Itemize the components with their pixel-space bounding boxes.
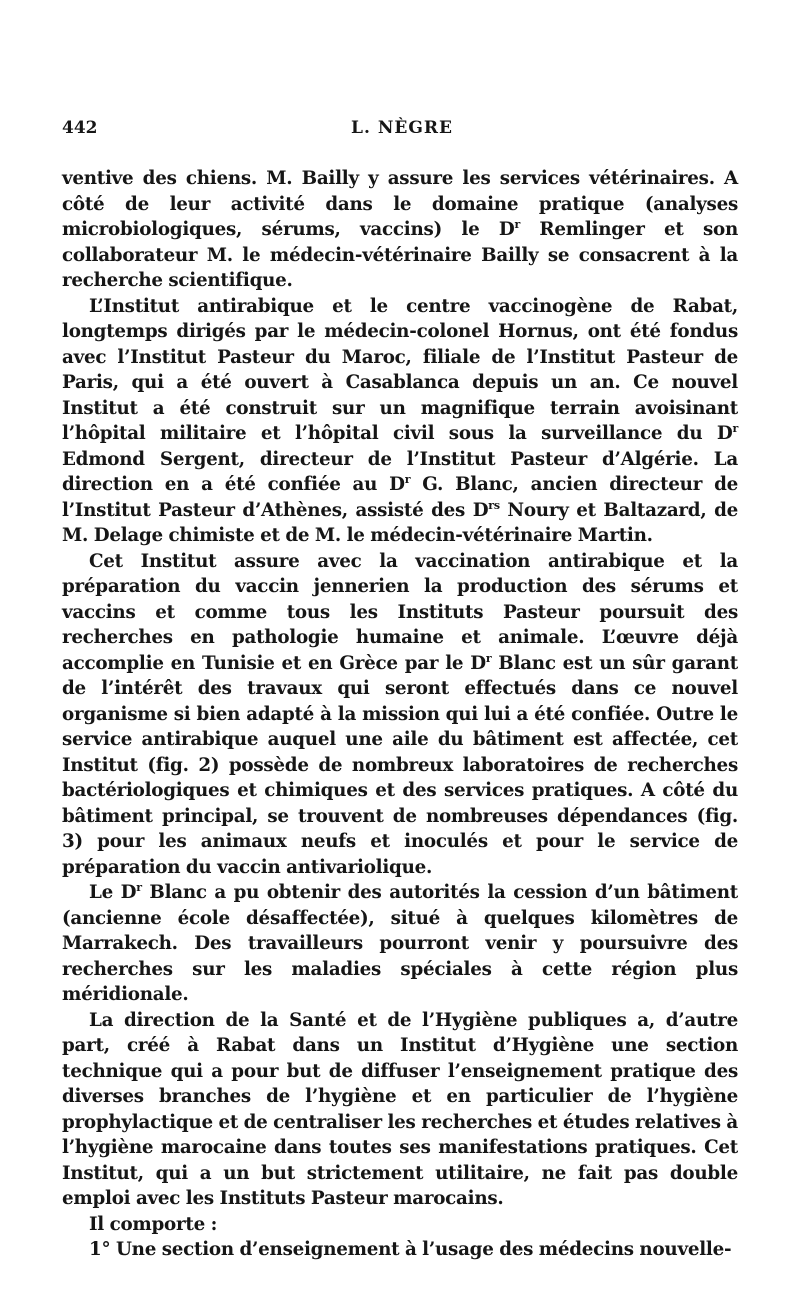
paragraph-text: Le D (89, 882, 137, 903)
paragraph-text: 1° Une section d’enseignement à l’usage des médecins nouvelle- (89, 1239, 732, 1260)
paragraph-text: ventive des chiens. M. Bailly y assure les services vétérinaires. A côté de leur activité dans le domaine pratique (analyses microbiologiques, sérums, vaccins) le D (62, 168, 738, 240)
paragraph-text: Noury et Baltazard, de M. Delage chimiste et de M. le médecin-vétérinaire Martin. (62, 499, 738, 546)
superscript-abbreviation: r (136, 880, 142, 894)
superscript-abbreviation: r (485, 651, 492, 665)
paragraph-2 (62, 294, 738, 549)
body-text (62, 166, 738, 1263)
superscript-abbreviation: r (404, 472, 411, 486)
paragraph-text: Edmond Sergent, directeur de l’Institut Pasteur d’Algérie. La direction en a été confiée au D (62, 448, 738, 495)
paragraph-text: G. Blanc, ancien directeur de l’Institut Pasteur d’Athènes, assisté des D (62, 474, 738, 521)
paragraph-1 (62, 166, 738, 294)
paragraph-4 (62, 880, 738, 1008)
paragraph-text: La direction de la Santé et de l’Hygiène publiques a, d’autre part, créé à Rabat dans un Institut d’Hygiène une section technique qui a pour but de diffuser l’enseignement pratique des diverses branches de l’hygiène et en particulier de l’hygiène prophylactique et de centraliser les recherches et études relatives à l’hygiène marocaine dans toutes ses manifestations pratiques. Cet Institut, qui a un but strictement utilitaire, ne fait pas double emploi avec les Instituts Pasteur marocains. (62, 1009, 738, 1209)
paragraph-6 (62, 1212, 738, 1238)
paragraph-text: Il comporte : (89, 1213, 218, 1235)
superscript-abbreviation: r (514, 217, 521, 231)
paragraph-text: Blanc a pu obtenir des autorités la cession d’un bâtiment (ancienne école désaffectée), situé à quelques kilomètres de Marrakech. Des travailleurs pourront venir y poursuivre des recherches sur les maladies spéciales à cette région plus méridionale. (62, 882, 738, 1005)
paragraph-text: Cet Institut assure avec la vaccination antirabique et la préparation du vaccin jennerien la production des sérums et vaccins et comme tous les Instituts Pasteur poursuit des recherches en pathologie humaine et animale. L’œuvre déjà accomplie en Tunisie et en Grèce par le D (62, 550, 738, 674)
paragraph-5 (62, 1008, 738, 1212)
paragraph-7 (62, 1237, 738, 1263)
page-number: 442 (62, 118, 98, 138)
running-title: L. NÈGRE (351, 118, 453, 138)
paragraph-text: Remlinger et son collaborateur M. le médecin-vétérinaire Bailly se consacrent à la recherche scientifique. (62, 219, 738, 291)
paragraph-3 (62, 549, 738, 881)
paragraph-text: L’Institut antirabique et le centre vaccinogène de Rabat, longtemps dirigés par le médecin-colonel Hornus, ont été fondus avec l’Institut Pasteur du Maroc, filiale de l’Institut Pasteur de Paris, qui a été ouvert à Casablanca depuis un an. Ce nouvel Institut a été construit sur un magnifique terrain avoisinant l’hôpital militaire et l’hôpital civil sous la surveillance du D (62, 295, 738, 444)
running-header (62, 118, 742, 144)
paragraph-text: Blanc est un sûr garant de l’intérêt des travaux qui seront effectués dans ce nouvel organisme si bien adapté à la mission qui lui a été confiée. Outre le service antirabique auquel une aile du bâtiment est affectée, cet Institut (fig. 2) possède de nombreux laboratoires de recherches bactériologiques et chimiques et des services pratiques. A côté du bâtiment principal, se trouvent de nombreuses dépendances (fig. 3) pour les animaux neufs et inoculés et pour le service de préparation du vaccin antivariolique. (62, 652, 738, 878)
superscript-abbreviation: rs (488, 498, 500, 512)
superscript-abbreviation: r (732, 421, 738, 435)
